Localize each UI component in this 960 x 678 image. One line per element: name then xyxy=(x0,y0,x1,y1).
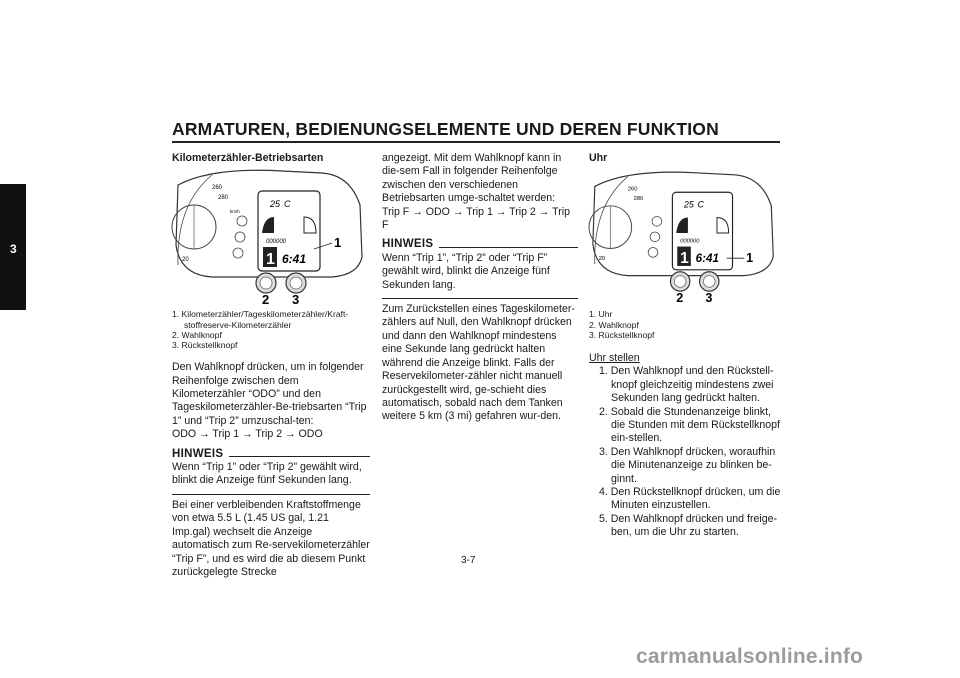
section-heading: Kilometerzähler-Betriebsarten xyxy=(172,152,324,164)
divider xyxy=(382,298,578,299)
paragraph: angezeigt. Mit dem Wahlknopf kann in die-sem Fall in folgender Reihenfolge zwischen den verschiedenen Betriebsarten umge-schaltet werden: xyxy=(382,152,562,205)
page-title: ARMATUREN, BEDIENUNGSELEMENTE UND DEREN FUNKTION xyxy=(172,119,719,139)
figure-captions xyxy=(172,309,370,350)
kmh-label: km/h xyxy=(230,209,240,215)
odo-display: 000000 xyxy=(680,239,700,246)
paragraph: Zum Zurückstellen eines Tageskilometer-zählers auf Null, den Wahlknopf drücken und dann den Wahlknopf mindestens eine Sekunde lang gedrückt halten während die Anzeige blinkt. Falls der Reservekilometer-zähler nicht manuell zurückgestellt wird, ge-schieht dies automatisch, sobald nach dem Tanken weitere 5 km (3 mi) gefahren wur-den. xyxy=(382,303,575,423)
page-number: 3-7 xyxy=(461,555,476,566)
list-item: 4. Den Rückstellknopf drücken, um die Minuten einzustellen. xyxy=(599,486,781,512)
clock-illustration xyxy=(589,165,781,306)
divider xyxy=(172,494,370,495)
list-item: 2. Sobald die Stundenanzeige blinkt, die Stunden mit dem Rückstellknopf ein-stellen. xyxy=(599,405,780,445)
note-heading xyxy=(172,448,370,461)
instrument-illustration xyxy=(172,165,370,308)
left-column xyxy=(172,152,370,579)
callout-2: 2 xyxy=(262,292,270,308)
caption-item: 1. Kilometerzähler/Tageskilometerzähler/Kraft-stoffreserve-Kilometerzähler xyxy=(172,309,349,330)
callout-1: 1 xyxy=(746,251,754,266)
clock-display: 6:41 xyxy=(282,252,307,267)
right-column xyxy=(589,152,781,540)
caption-item: 1. Uhr xyxy=(589,309,613,320)
speed-label-b: 280 xyxy=(218,195,229,202)
chapter-number: 3 xyxy=(10,242,17,256)
list-item: 1. Den Wahlknopf und den Rückstell-knopf gleichzeitig mindestens zwei Sekunden lang gedrückt halten. xyxy=(599,365,774,405)
middle-column xyxy=(382,152,578,424)
callout-1: 1 xyxy=(334,235,342,251)
gear-display: 1 xyxy=(266,251,275,269)
chapter-tab xyxy=(0,184,26,310)
sequence-text: Trip F → ODO → Trip 1 → Trip 2 → Trip F xyxy=(382,205,570,232)
subheading: Uhr stellen xyxy=(589,352,640,365)
note-text: Wenn “Trip 1”, “Trip 2” oder “Trip F” gewählt wird, blinkt die Anzeige fünf Sekunden lang. xyxy=(382,251,550,291)
paragraph: Bei einer verbleibenden Kraftstoffmenge von etwa 5.5 L (1.45 US gal, 1.21 Imp.gal) wechselt die Anzeige automatisch zum Re-servekilometerzähler “Trip F”, und es wird die ab diesem Punkt zurückgelegte Strecke xyxy=(172,498,370,578)
temp-unit: C xyxy=(697,200,704,211)
temp-display: 25 xyxy=(270,199,281,210)
speed-label-b: 280 xyxy=(633,196,644,203)
temp-display: 25 xyxy=(684,200,694,211)
temp-unit: C xyxy=(284,199,291,210)
note-heading xyxy=(382,238,578,251)
figure-captions xyxy=(589,309,781,340)
note-label: HINWEIS xyxy=(172,447,224,460)
gear-display: 1 xyxy=(680,250,689,268)
speed-label-a: 260 xyxy=(212,185,223,192)
list-item: 5. Den Wahlknopf drücken und freige-ben, um die Uhr zu starten. xyxy=(599,512,778,539)
speed-label-a: 260 xyxy=(627,186,638,193)
paragraph: Den Wahlknopf drücken, um in folgender Reihenfolge zwischen dem Kilometerzähler “ODO” und den Tageskilometerzähler-Be-triebsarten “Trip 1” und “Trip 2” umzuschal-ten: xyxy=(172,361,367,427)
steps-list xyxy=(589,365,781,539)
callout-3: 3 xyxy=(292,292,300,308)
caption-item: 3. Rückstellknopf xyxy=(172,340,238,351)
title-rule xyxy=(172,141,780,143)
callout-2: 2 xyxy=(676,291,684,306)
caption-item: 3. Rückstellknopf xyxy=(589,329,655,340)
speed-label-c: 20 xyxy=(598,256,606,263)
section-heading: Uhr xyxy=(589,152,608,164)
callout-3: 3 xyxy=(705,291,713,306)
caption-item: 2. Wahlknopf xyxy=(589,319,639,330)
sequence-text: ODO → Trip 1 → Trip 2 → ODO xyxy=(172,428,323,441)
clock-display: 6:41 xyxy=(695,252,719,266)
odo-display: 000000 xyxy=(266,239,287,246)
note-label: HINWEIS xyxy=(382,238,434,251)
watermark[interactable]: carmanualsonline.info xyxy=(636,645,864,668)
note-text: Wenn “Trip 1” oder “Trip 2” gewählt wird, blinkt die Anzeige fünf Sekunden lang. xyxy=(172,461,362,487)
caption-item: 2. Wahlknopf xyxy=(172,329,222,340)
list-item: 3. Den Wahlknopf drücken, woraufhin die Minutenanzeige zu blinken be-ginnt. xyxy=(599,445,776,485)
speed-label-c: 20 xyxy=(182,257,189,264)
